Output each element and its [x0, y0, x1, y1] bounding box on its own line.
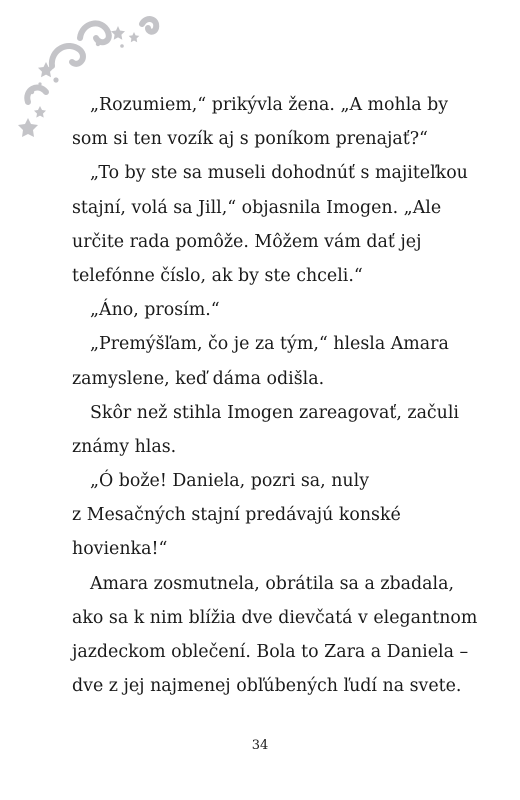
text-line: „Premýšľam, čo je za tým,“ hlesla Amara — [90, 334, 449, 355]
text-line: telefónne číslo, ak by ste chceli.“ — [72, 265, 363, 286]
text-line: určite rada pomôže. Môžem vám dať jej — [72, 231, 422, 252]
text-line: som si ten vozík aj s poníkom prenajať?“ — [72, 129, 428, 150]
star-icon — [111, 26, 125, 40]
text-line: Amara zosmutnela, obrátila sa a zbadala, — [90, 573, 454, 594]
star-icon — [129, 32, 140, 42]
text-line: hovienka!“ — [72, 539, 168, 560]
star-icon — [34, 106, 46, 118]
text-line: „Rozumiem,“ prikývla žena. „A mohla by — [90, 95, 449, 115]
swirl-icon — [80, 23, 109, 42]
swirl-icon — [52, 46, 83, 66]
text-line: stajní, volá sa Jill,“ objasnila Imogen. „Ale — [72, 197, 442, 218]
text-line: „Áno, prosím.“ — [90, 300, 220, 321]
text-line: známy hlas. — [72, 436, 177, 457]
text-line: zamyslene, keď dáma odišla. — [72, 368, 325, 389]
text-line: jazdeckom oblečení. Bola to Zara a Daniela – — [72, 642, 469, 662]
text-line: „To by ste sa museli dohodnúť s majiteľkou — [90, 163, 468, 184]
swirl-icon — [142, 19, 156, 32]
star-icon — [18, 118, 38, 137]
text-line: ako sa k nim blížia dve dievčatá v elegantnom — [72, 607, 478, 628]
text-line: „Ó bože! Daniela, pozri sa, nuly — [90, 471, 370, 492]
text-line: z Mesačných stajní predávajú konské — [72, 505, 401, 526]
swirl-icon — [27, 87, 46, 102]
text-line: Skôr než stihla Imogen zareagovať, začuli — [90, 402, 459, 423]
text-line: dve z jej najmenej obľúbených ľudí na svete. — [72, 676, 462, 697]
page-number: 34 — [251, 738, 269, 753]
body-text — [72, 88, 478, 703]
